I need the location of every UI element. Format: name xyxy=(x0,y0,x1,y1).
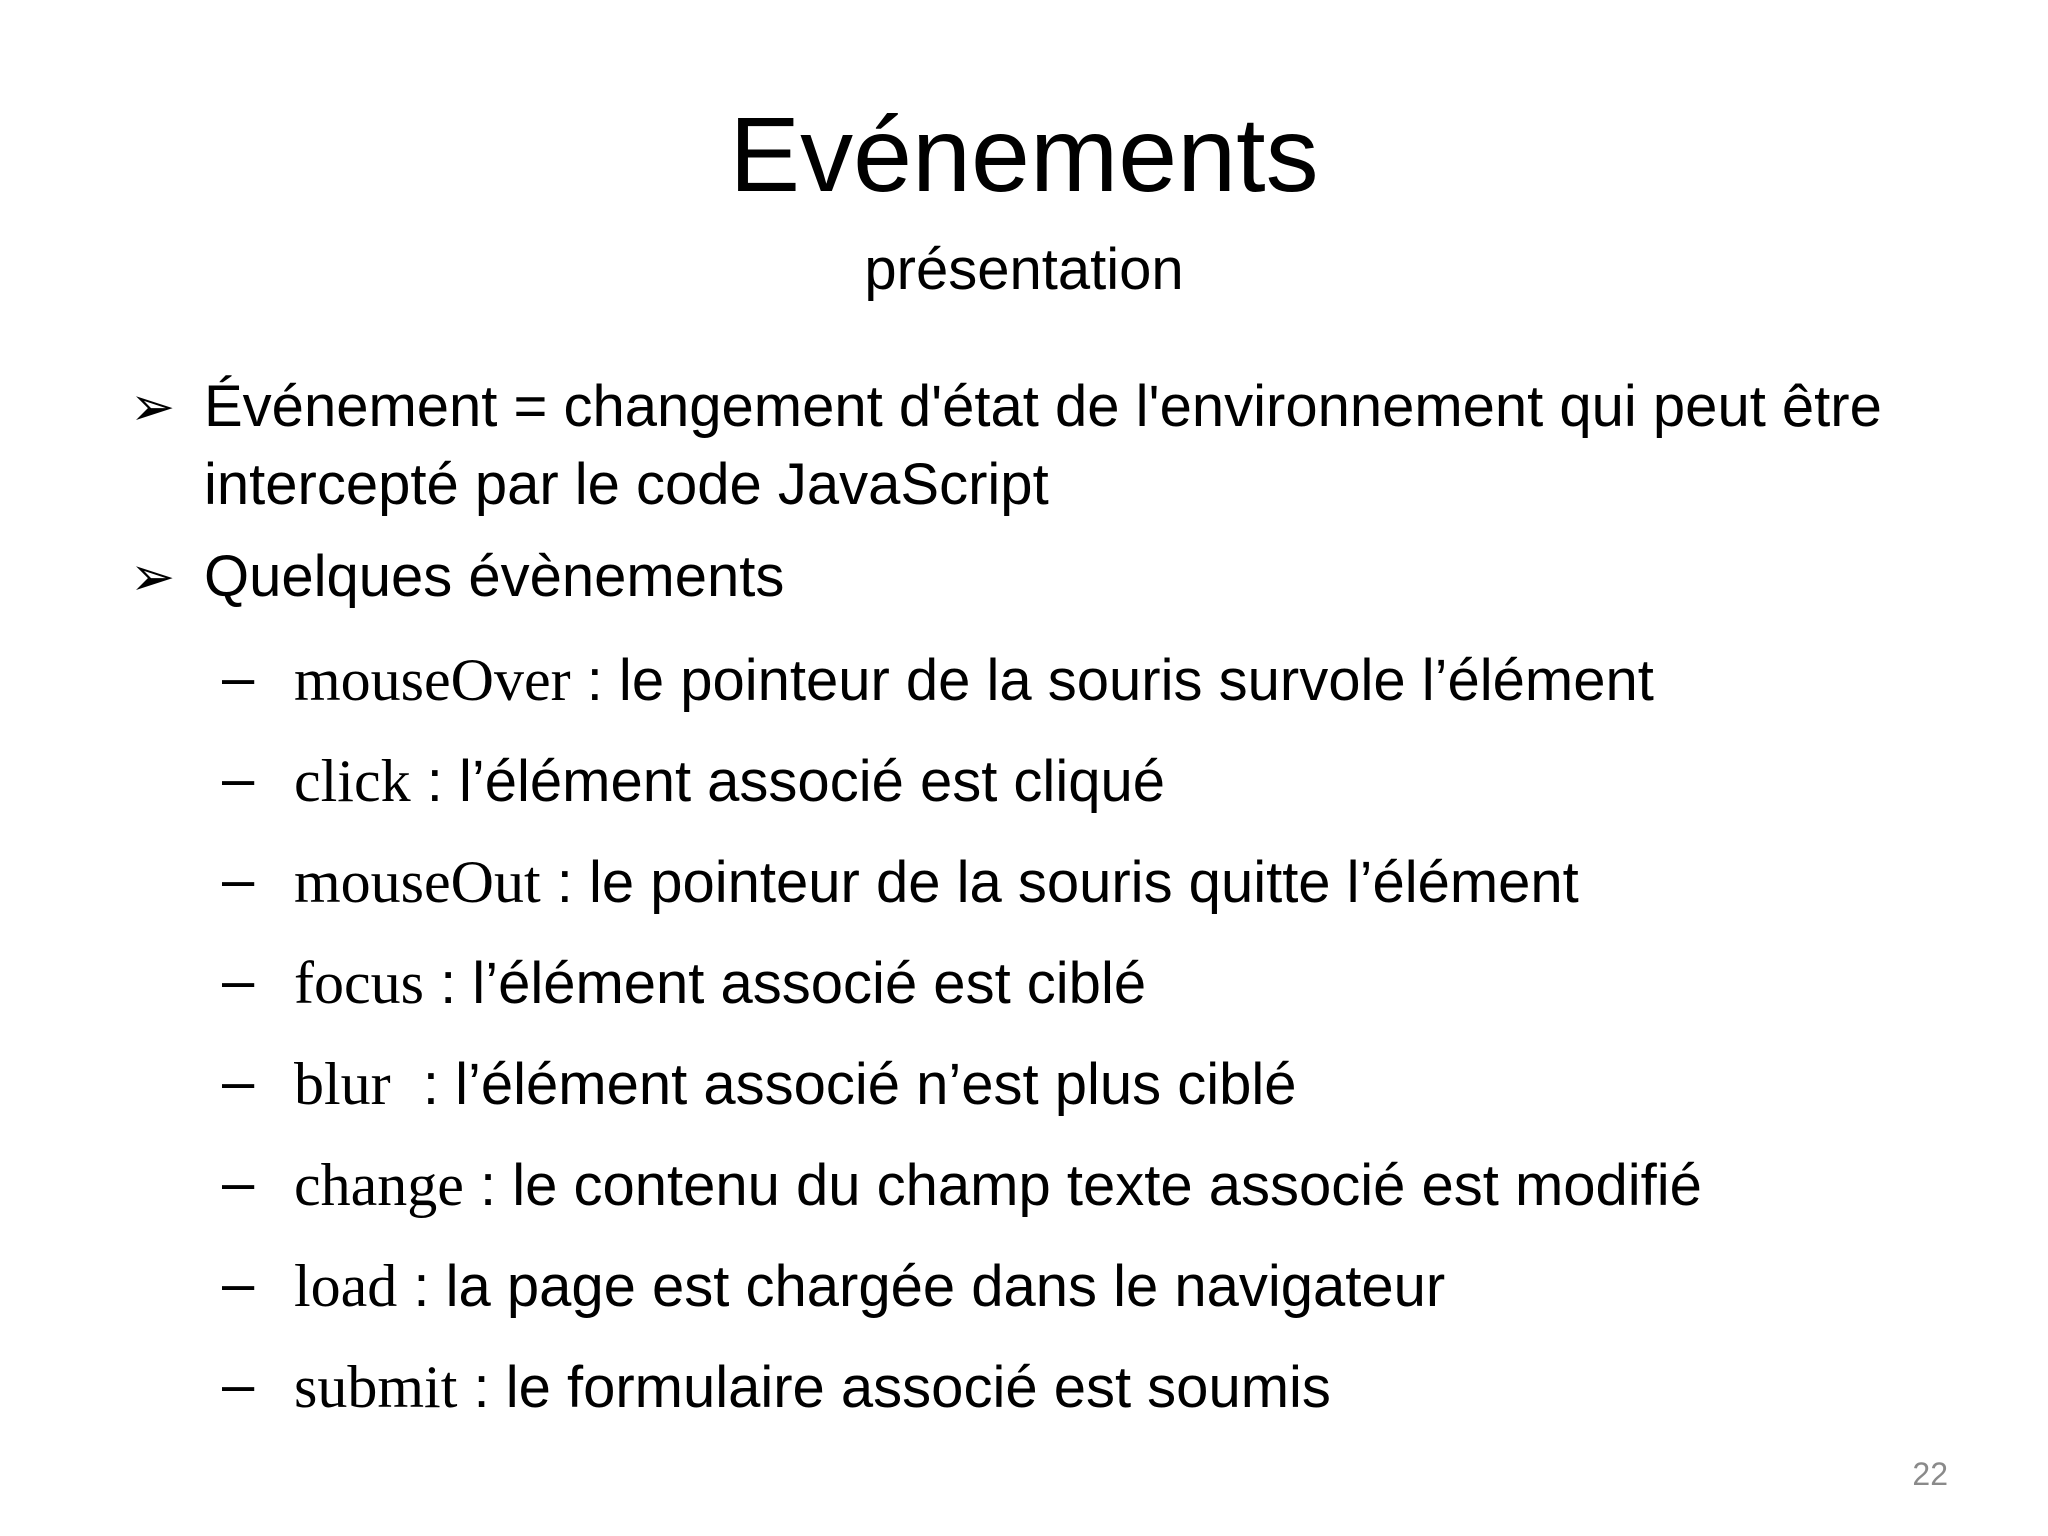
event-name: blur xyxy=(294,1051,391,1117)
event-name: click xyxy=(294,748,411,814)
bullet-text: Quelques évènements xyxy=(204,544,785,609)
slide-body xyxy=(130,368,1970,1438)
event-name: load xyxy=(294,1253,398,1319)
event-description: : l’élément associé est cliqué xyxy=(410,749,1165,814)
dash-bullet: – xyxy=(222,746,255,811)
list-item xyxy=(130,630,1970,731)
list-item xyxy=(130,1337,1970,1438)
event-description: : le formulaire associé est soumis xyxy=(457,1355,1331,1420)
event-name: mouseOver xyxy=(294,647,571,713)
bullet-some-events xyxy=(130,538,1970,616)
list-item xyxy=(130,1236,1970,1337)
bullet-definition xyxy=(130,368,1970,524)
event-name: change xyxy=(294,1152,464,1218)
slide-title: Evénements xyxy=(729,96,1319,214)
page-number: 22 xyxy=(1912,1456,1948,1492)
dash-bullet: – xyxy=(222,948,255,1013)
event-list xyxy=(130,630,1970,1438)
list-item xyxy=(130,731,1970,832)
bullet-text: Événement = changement d'état de l'environnement qui peut être intercepté par le code JavaScript xyxy=(204,374,1882,517)
event-name: mouseOut xyxy=(294,849,541,915)
event-name: submit xyxy=(294,1354,458,1420)
arrow-bullet-icon: ➢ xyxy=(130,377,176,437)
list-item xyxy=(130,1034,1970,1135)
list-item xyxy=(130,832,1970,933)
dash-bullet: – xyxy=(222,847,255,912)
dash-bullet: – xyxy=(222,1251,255,1316)
dash-bullet: – xyxy=(222,1352,255,1417)
event-description: : le contenu du champ texte associé est modifié xyxy=(463,1153,1702,1218)
arrow-bullet-icon: ➢ xyxy=(130,547,176,607)
slide-subtitle: présentation xyxy=(864,237,1184,302)
dash-bullet: – xyxy=(222,645,255,710)
event-description: : l’élément associé n’est plus ciblé xyxy=(390,1052,1297,1117)
event-description: : la page est chargée dans le navigateur xyxy=(397,1254,1446,1319)
dash-bullet: – xyxy=(222,1150,255,1215)
event-description: : le pointeur de la souris quitte l’élément xyxy=(540,850,1579,915)
list-item xyxy=(130,933,1970,1034)
dash-bullet: – xyxy=(222,1049,255,1114)
list-item xyxy=(130,1135,1970,1236)
event-description: : l’élément associé est ciblé xyxy=(423,951,1147,1016)
event-description: : le pointeur de la souris survole l’élément xyxy=(570,648,1654,713)
event-name: focus xyxy=(294,950,424,1016)
